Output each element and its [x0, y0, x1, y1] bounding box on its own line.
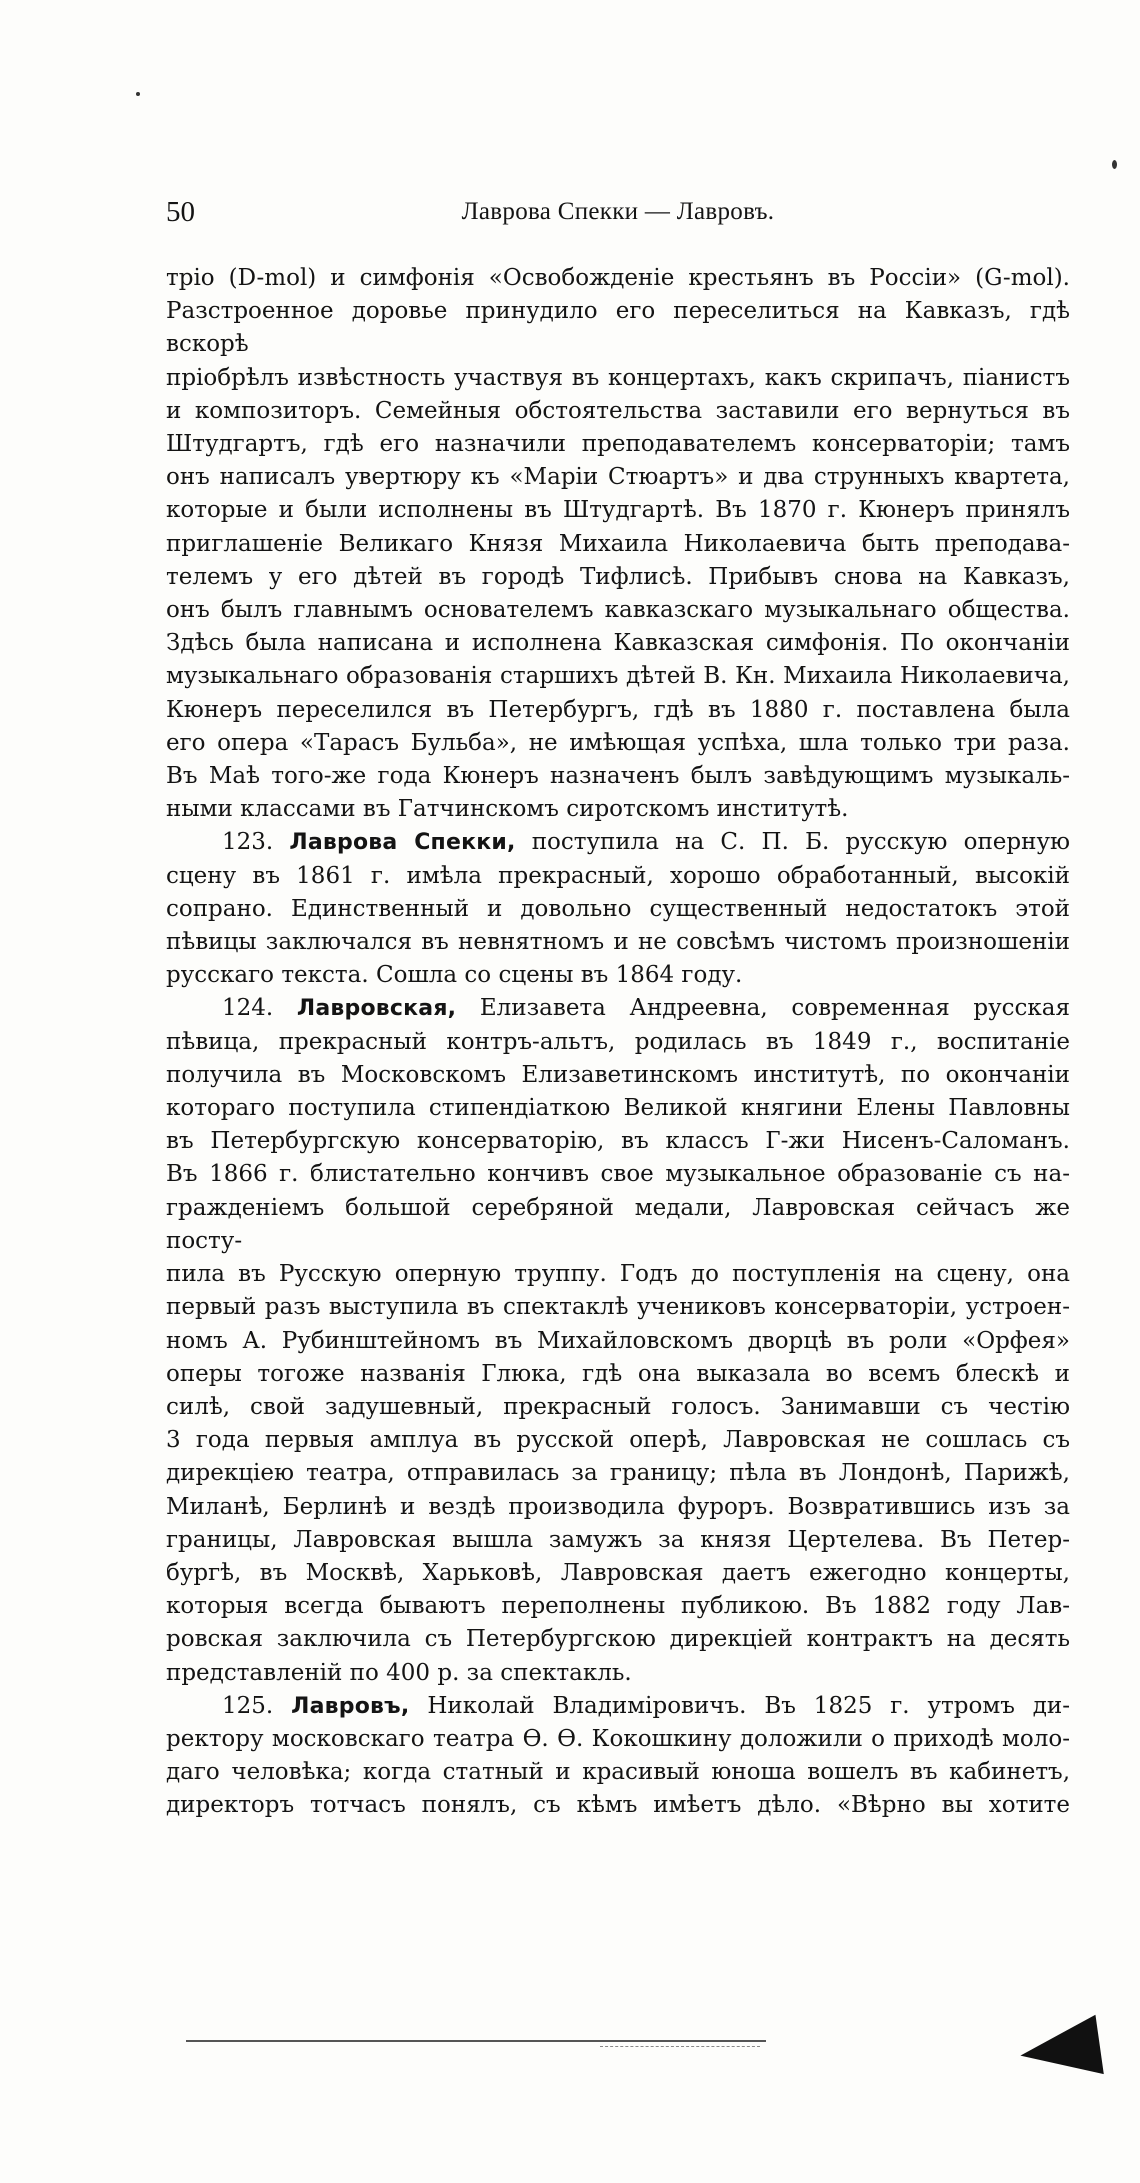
- text-line: ными классами въ Гатчинскомъ сиротскомъ институтѣ.: [166, 796, 849, 823]
- entry-number: 123.: [222, 829, 274, 856]
- text-line: директоръ тотчасъ понялъ, съ кѣмъ имѣетъ дѣло. «Вѣрно вы хотите: [166, 1792, 1070, 1819]
- text-line: телемъ у его дѣтей въ городѣ Тифлисѣ. Прибывъ снова на Кавказъ,: [166, 563, 1070, 590]
- text-line: и композиторъ. Семейныя обстоятельства заставили его вернуться въ: [166, 397, 1070, 424]
- text-line: даго человѣка; когда статный и красивый юноша вошелъ въ кабинетъ,: [166, 1759, 1070, 1786]
- scan-speck: [1112, 160, 1117, 169]
- text-line: Разстроенное доровье принудило его переселиться на Кавказъ, гдѣ вскорѣ: [166, 298, 1070, 358]
- text-line: сцену въ 1861 г. имѣла прекрасный, хорошо обработанный, высокій: [166, 862, 1070, 889]
- entry-123: [166, 826, 1070, 992]
- text-line: въ Петербургскую консерваторію, въ классъ Г-жи Нисенъ-Саломанъ.: [166, 1128, 1070, 1155]
- footer-rule: [186, 2040, 766, 2042]
- text-line: силѣ, свой задушевный, прекрасный голосъ. Занимавши съ честію: [166, 1393, 1070, 1420]
- text-line: первый разъ выступила въ спектаклѣ учениковъ консерваторіи, устроен-: [166, 1294, 1070, 1321]
- entry-first-line-text: Елизавета Андреевна, современная русская: [479, 995, 1071, 1022]
- text-line: котораго поступила стипендіаткою Великой княгини Елены Павловны: [166, 1095, 1070, 1122]
- entry-number: 125.: [222, 1692, 274, 1719]
- text-line: бургѣ, въ Москвѣ, Харьковѣ, Лавровская даетъ ежегодно концерты,: [166, 1559, 1070, 1586]
- text-line: Здѣсь была написана и исполнена Кавказская симфонія. По окончаніи: [166, 630, 1070, 657]
- text-line: Штудгартъ, гдѣ его назначили преподавателемъ консерваторіи; тамъ: [166, 431, 1070, 458]
- text-line: получила въ Московскомъ Елизаветинскомъ институтѣ, по окончаніи: [166, 1061, 1070, 1088]
- text-line: музыкальнаго образованія старшихъ дѣтей В. Кн. Михаила Николаевича,: [166, 663, 1070, 690]
- text-line: гражденіемъ большой серебряной медали, Лавровская сейчасъ же посту-: [166, 1194, 1070, 1254]
- entry-first-line: [166, 992, 1070, 1025]
- text-line: сопрано. Единственный и довольно существенный недостатокъ этой: [166, 895, 1070, 922]
- entry-first-line-text: Николай Владиміровичъ. Въ 1825 г. утромъ ди-: [427, 1692, 1071, 1719]
- text-line: тріо (D-mol) и симфонія «Освобожденіе крестьянъ въ Россіи» (G-mol).: [166, 265, 1070, 291]
- entry-headword: Лаврова Спекки,: [289, 830, 516, 856]
- scan-corner-mark: [1016, 2015, 1104, 2086]
- page-number: 50: [166, 196, 195, 228]
- text-line: пѣвица, прекрасный контръ-альтъ, родилась въ 1849 г., воспитаніе: [166, 1028, 1070, 1055]
- text-line: Въ Маѣ того-же года Кюнеръ назначенъ былъ завѣдующимъ музыкаль-: [166, 763, 1070, 790]
- text-line: ректору московскаго театра Ѳ. Ѳ. Кокошкину доложили о приходѣ моло-: [166, 1725, 1070, 1752]
- text-line: пила въ Русскую оперную труппу. Годъ до поступленія на сцену, она: [166, 1261, 1070, 1288]
- continuation-paragraph: [166, 262, 1070, 826]
- text-line: его опера «Тарасъ Бульба», не имѣющая успѣха, шла только три раза.: [166, 729, 1070, 756]
- entry-headword: Лавровъ,: [291, 1693, 410, 1719]
- text-line: Миланѣ, Берлинѣ и вездѣ производила фуроръ. Возвратившись изъ за: [166, 1493, 1070, 1520]
- entry-headword: Лавровская,: [296, 996, 457, 1022]
- text-line: представленій по 400 р. за спектакль.: [166, 1659, 632, 1686]
- entry-125: [166, 1690, 1070, 1823]
- entry-first-line-text: поступила на С. П. Б. русскую оперную: [531, 829, 1070, 856]
- text-line: русскаго текста. Сошла со сцены въ 1864 году.: [166, 962, 743, 989]
- text-line: которыя всегда бываютъ переполнены публикою. Въ 1882 году Лав-: [166, 1593, 1070, 1620]
- text-line: пріобрѣлъ извѣстность участвуя въ концертахъ, какъ скрипачъ, піанистъ: [166, 364, 1070, 391]
- text-line: 3 года первыя амплуа въ русской оперѣ, Лавровская не сошлась съ: [166, 1427, 1070, 1454]
- page-header: [166, 196, 1070, 236]
- scan-speck: [136, 92, 140, 96]
- entry-number: 124.: [222, 995, 274, 1022]
- text-line: дирекціею театра, отправилась за границу; пѣла въ Лондонѣ, Парижѣ,: [166, 1460, 1070, 1487]
- entry-124: [166, 992, 1070, 1689]
- entry-first-line: [166, 1690, 1070, 1723]
- text-line: онъ написалъ увертюру къ «Маріи Стюартъ» и два струнныхъ квартета,: [166, 464, 1070, 491]
- text-line: которые и были исполнены въ Штудгартѣ. Въ 1870 г. Кюнеръ принялъ: [166, 497, 1070, 524]
- text-line: оперы тогоже названія Глюка, гдѣ она выказала во всемъ блескѣ и: [166, 1360, 1070, 1387]
- text-line: Кюнеръ переселился въ Петербургъ, гдѣ въ 1880 г. поставлена была: [166, 696, 1070, 723]
- running-title: Лаврова Спекки — Лавровъ.: [461, 198, 775, 225]
- text-line: ровская заключила съ Петербургскою дирекціей контрактъ на десять: [166, 1626, 1070, 1653]
- entry-first-line: [166, 826, 1070, 859]
- text-line: границы, Лавровская вышла замужъ за князя Церτелева. Въ Петер-: [166, 1526, 1070, 1553]
- text-line: пѣвицы заключался въ невнятномъ и не совсѣмъ чистомъ произношеніи: [166, 929, 1070, 956]
- text-line: номъ А. Рубинштейномъ въ Михайловскомъ дворцѣ въ роли «Орфея»: [166, 1327, 1070, 1354]
- footer-rule-dashed: [600, 2046, 760, 2047]
- text-line: Въ 1866 г. блистательно кончивъ свое музыкальное образованіе съ на-: [166, 1161, 1070, 1188]
- text-line: приглашеніе Великаго Князя Михаила Николаевича быть преподава-: [166, 530, 1070, 557]
- page-body: [166, 262, 1070, 1823]
- text-line: онъ былъ главнымъ основателемъ кавказскаго музыкальнаго общества.: [166, 597, 1070, 624]
